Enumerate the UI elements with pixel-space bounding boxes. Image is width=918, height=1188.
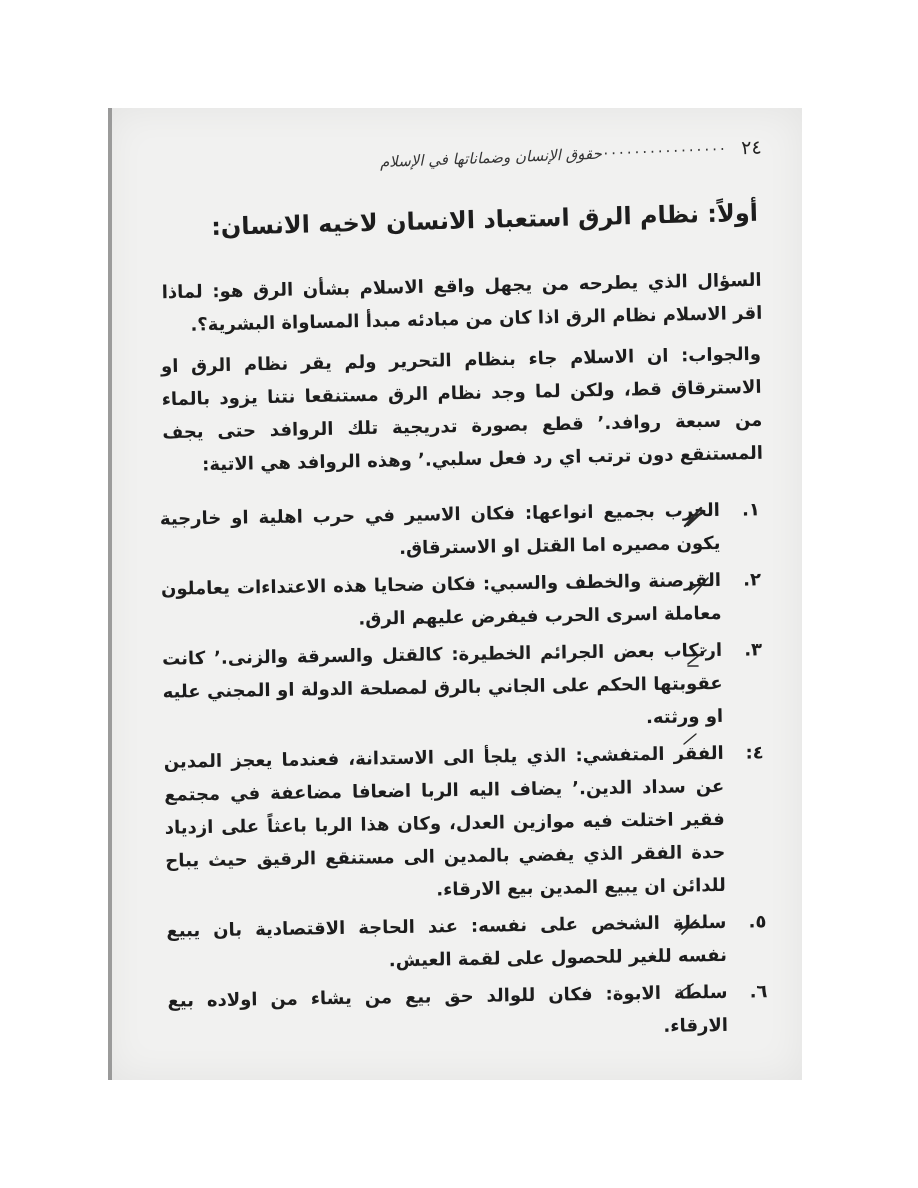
list-item-text: الفقر المتفشي: الذي يلجأ الى الاستدانة، فعندما يعجز المدين عن سداد الدين.٬ يضاف اليه الربا اضعافا مضاعفة في مجتمع فقير اختلت فيه موازين العدل، وكان هذا الربا باعثاً على ازدياد حدة الفقر الذي يفضي بالمدين الى مستنقع الرقيق حيث يباح للدائن ان يبيع المدين بيع الارقاء.	[163, 742, 726, 901]
paragraph-question: السؤال الذي يطرحه من يجهل واقع الاسلام بشأن الرق هو: لماذا اقر الاسلام نظام الرق اذا كان من مبادئه مبدأ المساواة البشرية؟.	[161, 269, 763, 336]
list-item	[164, 736, 767, 910]
tributaries-list	[160, 493, 769, 1054]
list-item-number: ٤:	[745, 742, 764, 764]
pen-tick-mark-icon	[682, 506, 704, 528]
list-item-number: ١.	[741, 499, 761, 521]
list-item-number: ٦.	[749, 981, 768, 1003]
list-item-text: سلطة الشخص على نفسه: عند الحاجة الاقتصادية بان يبيع نفسه للغير للحصول على لقمة العيش.	[166, 911, 728, 972]
list-item-text: القرصنة والخطف والسبي: فكان ضحايا هذه الاعتداءات يعاملون معاملة اسرى الحرب فيفرض عليهم الرق.	[160, 569, 722, 630]
pen-tick-mark-icon	[674, 976, 696, 998]
page-header	[147, 124, 762, 188]
paragraph-answer: والجواب: ان الاسلام جاء بنظام التحرير ولم يقر نظام الرق او الاسترقاق قط، ولكن لما وجد نظام الرق مستنقعا نتنا يزود بالماء من سبعة روافد.٬ قطع بصورة تدريجية تلك الروافد حتى يجف المستنقع دون ترتب اي رد فعل سلبي.٬ وهذه الروافد هي الاتية:	[160, 343, 764, 476]
list-item-number: ٢.	[742, 569, 762, 591]
list-item	[160, 493, 761, 568]
section-title: أولاً: نظام الرق استعباد الانسان لاخيه الانسان:	[210, 198, 759, 241]
list-item-number: ٥.	[748, 911, 767, 933]
pen-tick-mark-icon	[686, 646, 708, 668]
running-title: حقوق الإنسان وضماناتها في الإسلام	[379, 144, 603, 172]
page-number: ٢٤	[740, 136, 763, 160]
list-item	[161, 563, 762, 638]
page-edge-shadow	[108, 108, 112, 1080]
list-item-text: الحرب بجميع انواعها: فكان الاسير في حرب اهلية او خارجية يكون مصيره اما القتل او الاسترقاق.	[159, 499, 721, 559]
list-item-text: ارتكاب بعض الجرائم الخطيرة: كالقتل والسرقة والزنى.٬ كانت عقوبتها الحكم على الجاني بالرق لمصلحة الدولة او المجني عليه او ورثته.	[161, 639, 724, 729]
scanned-page	[108, 108, 802, 1080]
list-item-number: ٣.	[744, 639, 763, 661]
pen-tick-mark-icon	[688, 574, 710, 596]
header-dot-leader: ...................	[579, 135, 728, 160]
list-item-text: سلطة الابوة: فكان للوالد حق بيع من يشاء من اولاده بيع الارقاء.	[167, 981, 729, 1037]
pen-tick-mark-icon	[676, 914, 698, 936]
list-item	[162, 633, 763, 741]
pen-tick-mark-icon	[680, 726, 702, 748]
